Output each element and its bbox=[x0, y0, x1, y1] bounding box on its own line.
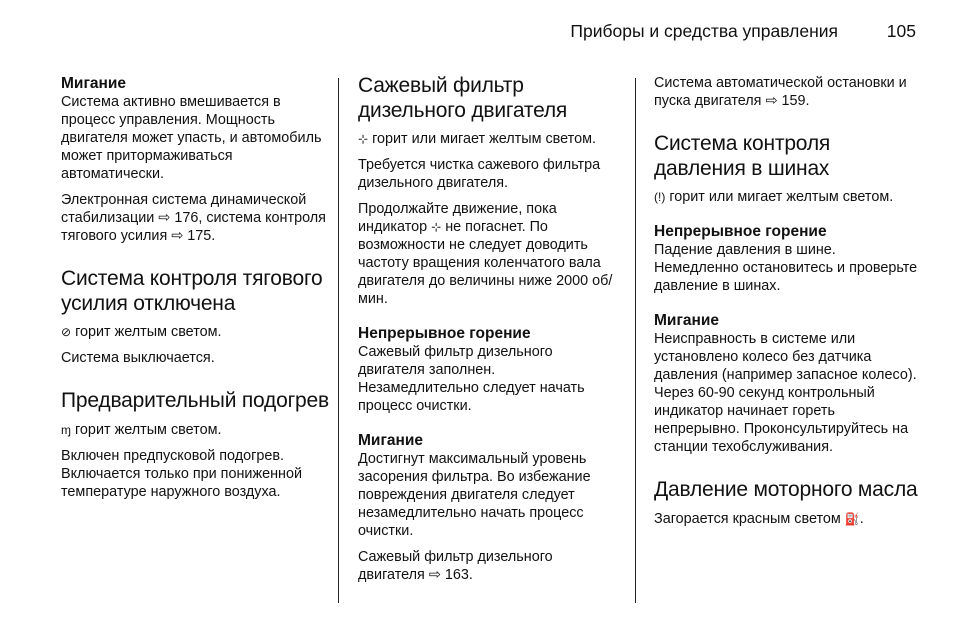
steady-heading: Непрерывное горение bbox=[654, 223, 827, 240]
dpf-text-1: Требуется чистка сажевого фильтра дизельного двигателя. bbox=[358, 157, 601, 191]
oil-pressure-text: Загорается красным светом ⛽. bbox=[654, 510, 864, 527]
glow-plug-icon: ɱ bbox=[61, 422, 71, 437]
column-1 bbox=[61, 74, 331, 509]
blink-text: Достигнут максимальный уровень засорения фильтра. Во избежание повреждения двигателя следует незамедлительно начать процесс очистки. bbox=[358, 451, 591, 539]
steady-heading: Непрерывное горение bbox=[358, 325, 531, 342]
tire-pressure-icon: (!) bbox=[654, 190, 666, 204]
traction-control-off-icon: ⊘ bbox=[61, 325, 72, 339]
steady-text: Падение давления в шине. Немедленно остановитесь и проверьте давление в шинах. bbox=[654, 242, 918, 294]
stop-start-text: Система автоматической остановки и пуска двигателя ⇨ 159. bbox=[654, 75, 907, 109]
blink-text: Система активно вмешивается в процесс управления. Мощность двигателя может упасть, и автомобиль может притормаживаться автоматически. bbox=[61, 94, 322, 182]
preheat-indicator-line: ɱ горит желтым светом. bbox=[61, 421, 222, 438]
dpf-reference-text: Сажевый фильтр дизельного двигателя ⇨ 163. bbox=[358, 549, 553, 583]
page-number: 105 bbox=[886, 21, 916, 41]
column-divider bbox=[635, 78, 636, 603]
dpf-text-2: Продолжайте движение, пока индикатор ⊹ не погаснет. По возможности не следует доводить частоту вращения коленчатого вала двигателя до величины ниже 2000 об/мин. bbox=[358, 201, 613, 307]
column-3 bbox=[654, 74, 918, 536]
blink-heading: Мигание bbox=[358, 432, 424, 449]
blink-heading: Мигание bbox=[61, 75, 127, 92]
oil-can-icon: ⛽ bbox=[844, 511, 860, 526]
traction-control-off-heading: Система контроля тягового усилия отключена bbox=[61, 267, 323, 315]
dpf-indicator-line: ⊹ горит или мигает желтым светом. bbox=[358, 131, 596, 147]
tpms-indicator-line: (!) горит или мигает желтым светом. bbox=[654, 189, 894, 205]
tpms-heading: Система контроля давления в шинах bbox=[654, 132, 831, 180]
page-header-title: Приборы и средства управления bbox=[570, 21, 838, 41]
traction-control-off-indicator-line: ⊘ горит желтым светом. bbox=[61, 324, 222, 340]
steady-text: Сажевый фильтр дизельного двигателя заполнен. Незамедлительно следует начать процесс очистки. bbox=[358, 344, 585, 414]
dpf-heading: Сажевый фильтр дизельного двигателя bbox=[358, 74, 568, 122]
preheat-heading: Предварительный подогрев bbox=[61, 389, 329, 412]
diesel-particulate-filter-icon: ⊹ bbox=[358, 132, 369, 146]
blink-text: Неисправность в системе или установлено колесо без датчика давления (например запасное колесо). Через 60-90 секунд контрольный индикатор начинает гореть непрерывно. Проконсультируйтесь на станции техобслуживания. bbox=[654, 331, 917, 455]
diesel-particulate-filter-icon: ⊹ bbox=[431, 220, 442, 234]
esc-reference-text: Электронная система динамической стабилизации ⇨ 176, система контроля тягового усилия ⇨ 175. bbox=[61, 192, 326, 244]
column-2 bbox=[358, 74, 620, 592]
blink-heading: Мигание bbox=[654, 312, 720, 329]
traction-control-off-text: Система выключается. bbox=[61, 350, 215, 366]
preheat-text: Включен предпусковой подогрев. Включается только при пониженной температуре наружного воздуха. bbox=[61, 447, 303, 500]
column-divider bbox=[338, 78, 339, 603]
oil-pressure-heading: Давление моторного масла bbox=[654, 478, 918, 501]
